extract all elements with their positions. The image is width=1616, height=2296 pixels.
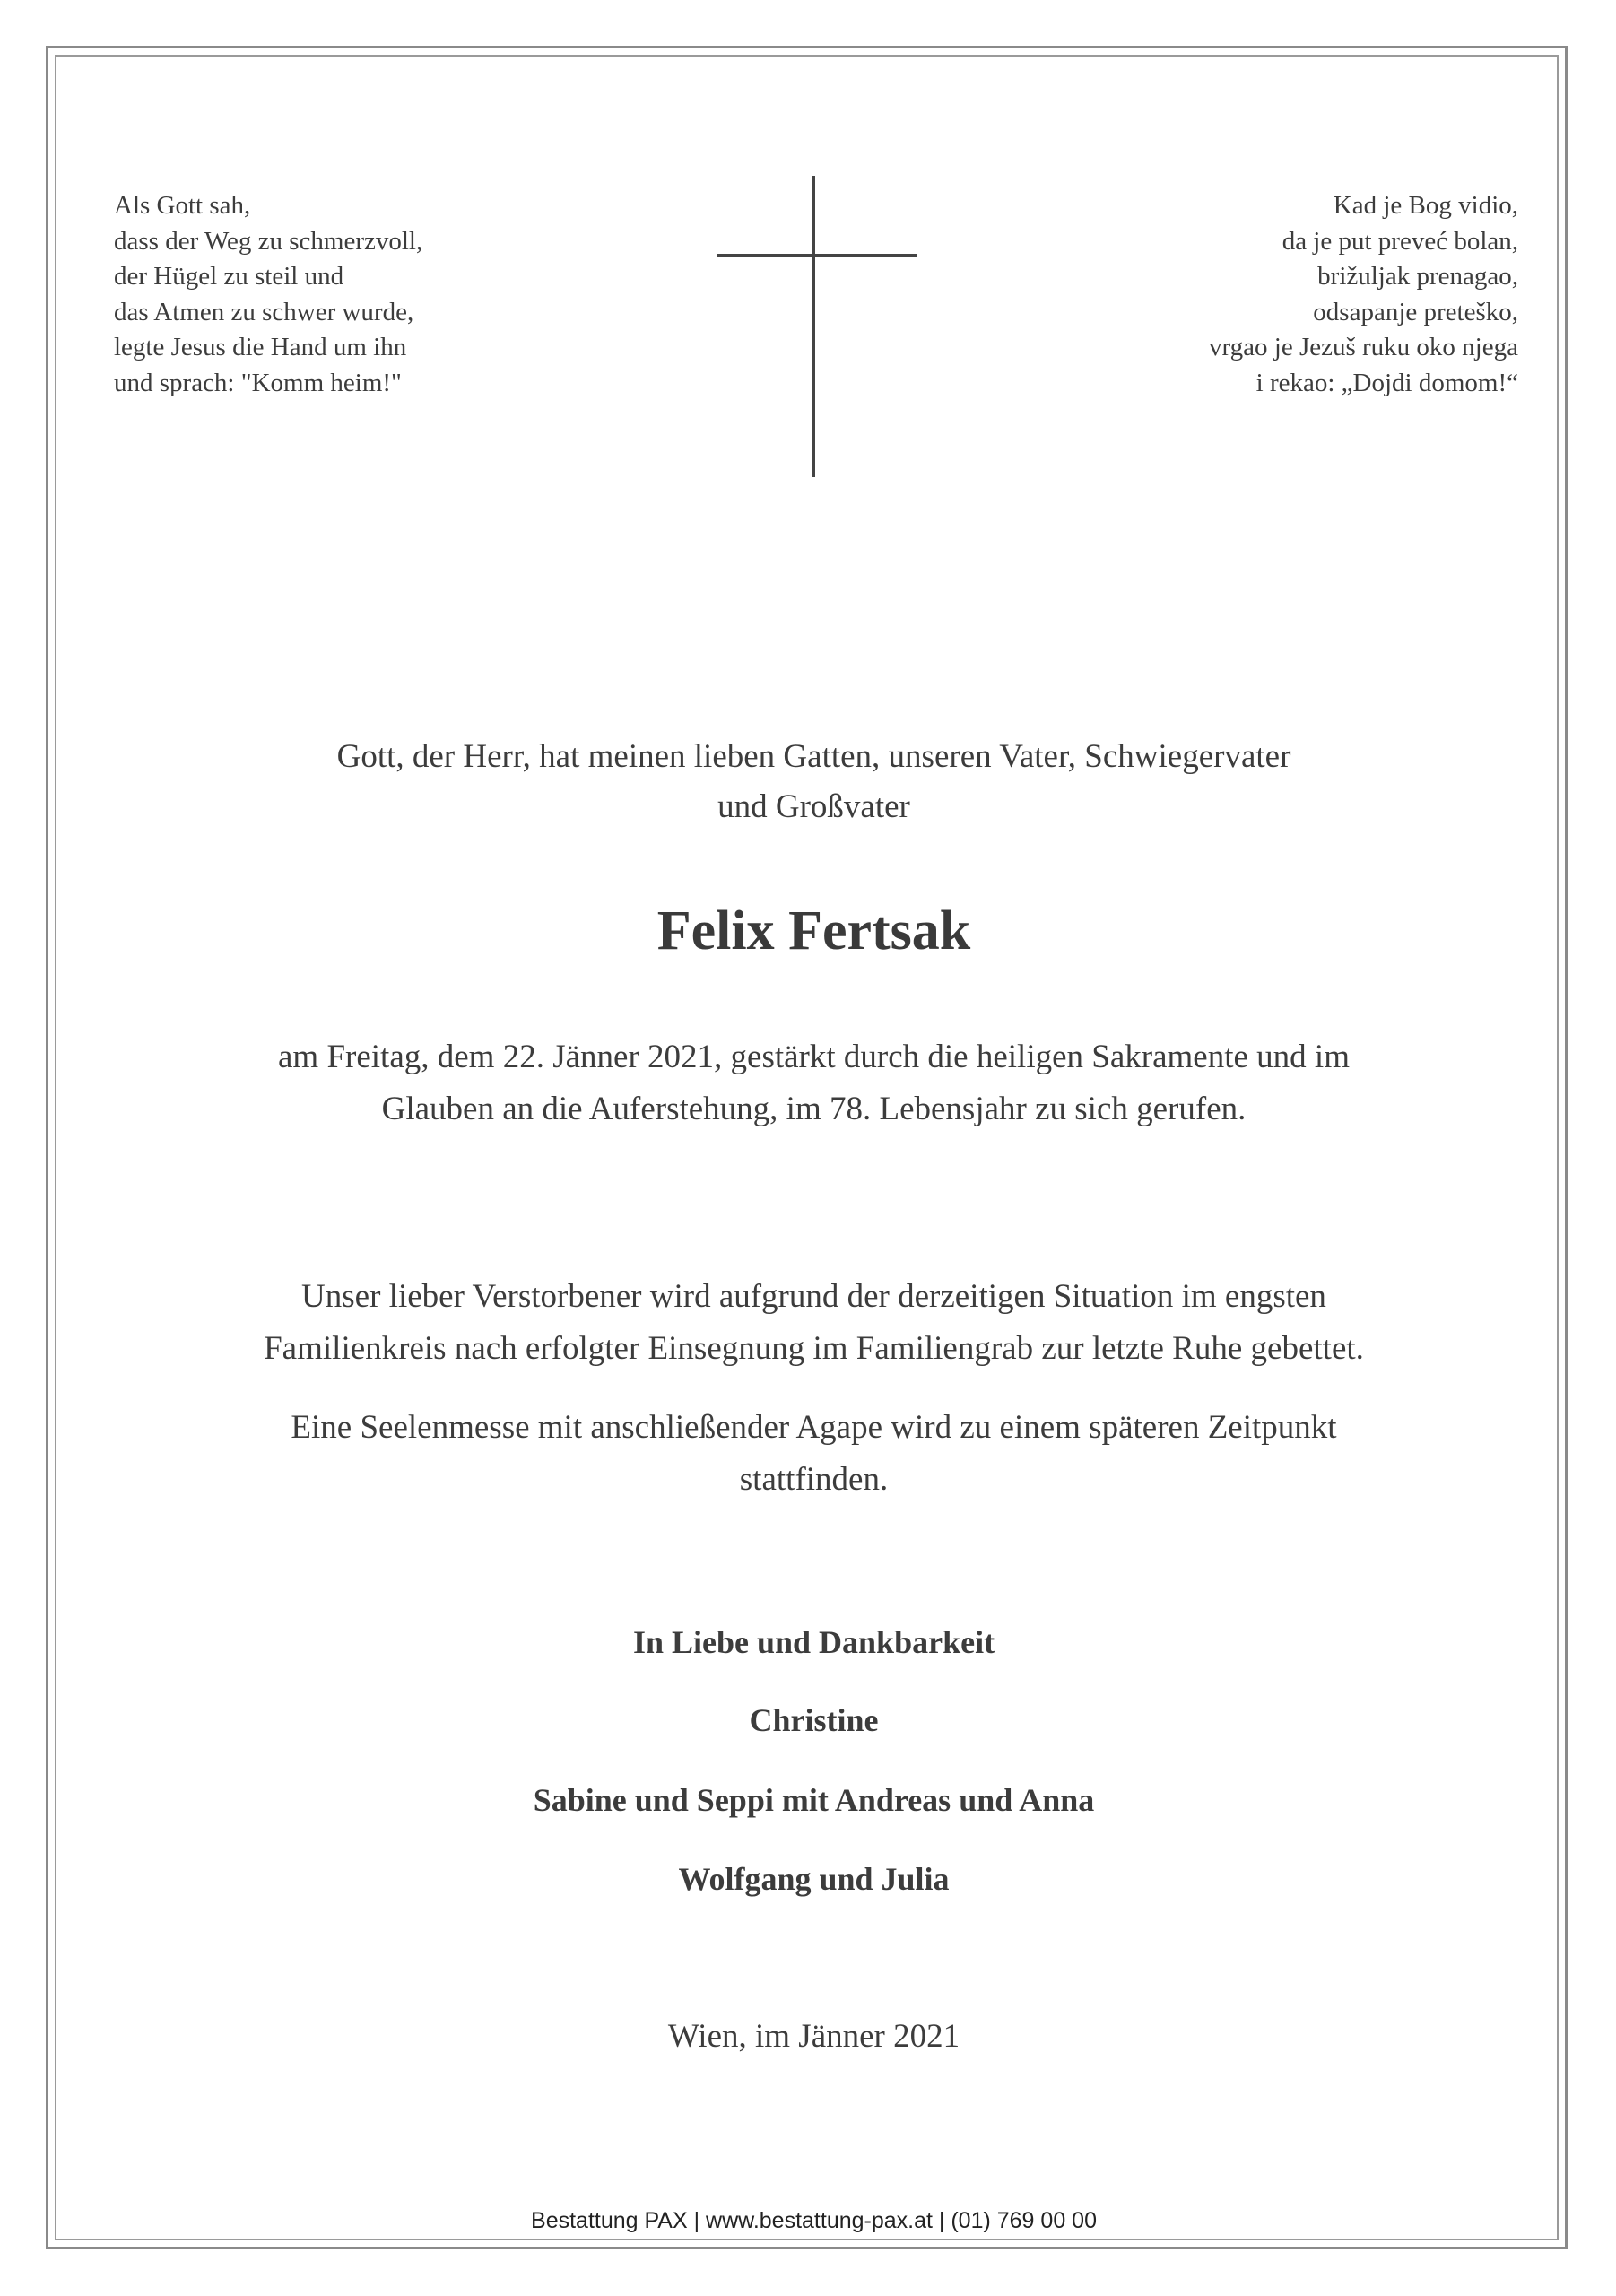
mourner-family-2: Wolfgang und Julia xyxy=(678,1861,950,1897)
footer-funeral-home: Bestattung PAX | www.bestattung-pax.at | (01) 769 00 00 xyxy=(531,2208,1097,2233)
death-notice: am Freitag, dem 22. Jänner 2021, gestärkt durch die heiligen Sakramente und im Glauben an die Auferstehung, im 78. Lebensjahr zu sich gerufen. xyxy=(278,1039,1350,1127)
cross-horizontal-bar xyxy=(717,254,917,257)
mourner-family-1: Sabine und Seppi mit Andreas und Anna xyxy=(533,1782,1095,1818)
place-date: Wien, im Jänner 2021 xyxy=(667,2018,960,2055)
closing-phrase: In Liebe und Dankbarkeit xyxy=(632,1624,995,1660)
burial-notice: Unser lieber Verstorbener wird aufgrund der derzeitigen Situation im engsten Familienkreis nach erfolgter Einsegnung im Familiengrab zur letzte Ruhe gebettet. xyxy=(264,1278,1364,1367)
announcement-intro: Gott, der Herr, hat meinen lieben Gatten, unseren Vater, Schwiegervater und Großvater xyxy=(336,738,1291,825)
cross-vertical-bar xyxy=(812,176,815,477)
deceased-name: Felix Fertsak xyxy=(656,900,971,961)
verse-croatian: Kad je Bog vidio, da je put preveć bolan, brižuljak prenagao, odsapanje preteško, vrgao je Jezuš ruku oko njega i rekao: „Dojdi domom!“ xyxy=(1209,191,1518,397)
mourner-spouse: Christine xyxy=(749,1702,879,1738)
mass-notice: Eine Seelenmesse mit anschließender Agape wird zu einem späteren Zeitpunkt stattfinden. xyxy=(291,1409,1337,1498)
verse-german: Als Gott sah, dass der Weg zu schmerzvoll, der Hügel zu steil und das Atmen zu schwer wurde, legte Jesus die Hand um ihn und sprach: "Komm heim!" xyxy=(114,191,423,397)
